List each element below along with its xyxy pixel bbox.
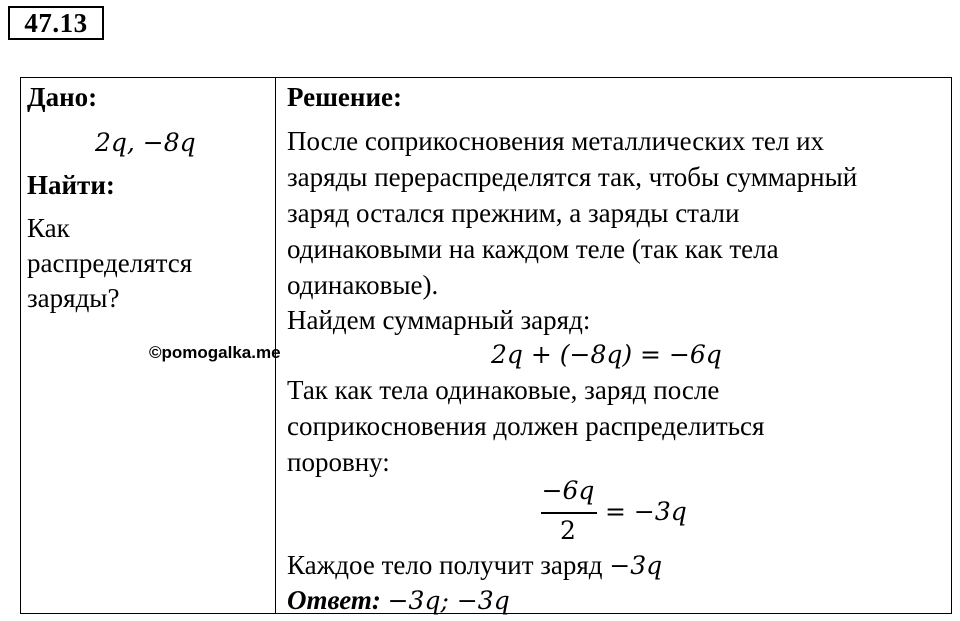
answer-label: Ответ: [287, 585, 381, 615]
solution-p2-line-3: поровну: [287, 447, 390, 477]
fraction-denominator: 2 [560, 516, 576, 545]
solution-p1-line-2: заряды перераспределятся так, чтобы суммарный [287, 162, 858, 192]
sum-intro: Найдем суммарный заряд: [287, 305, 591, 335]
conclusion [287, 550, 662, 581]
solution-p1-line-1: После соприкосновения металлических тел их [287, 126, 825, 156]
fraction-bar [541, 512, 597, 514]
find-line-2: распределятся [27, 248, 193, 278]
solution-p1-line-4: одинаковыми на каждом теле (так как тела [287, 234, 779, 264]
solution-p1-line-3: заряд остался прежним, а заряды стали [287, 198, 740, 228]
answer [287, 585, 510, 616]
problem-number: 47.13 [8, 6, 104, 40]
solution-p2-line-2: соприкосновения должен распределиться [287, 411, 765, 441]
conclusion-text: Каждое тело получит заряд [287, 550, 603, 580]
watermark: ©pomogalka.me [149, 343, 281, 362]
given-label: Дано: [27, 82, 98, 112]
solution-table [20, 77, 952, 614]
conclusion-value: −3q [609, 551, 663, 580]
solution-p1-line-5: одинаковые). [287, 270, 439, 300]
sum-formula: 2q + (−8q) = −6q [491, 340, 722, 369]
fraction-result: = −3q [605, 497, 687, 526]
find-line-3: заряды? [27, 283, 120, 313]
solution-label: Решение: [287, 82, 402, 112]
fraction-numerator: −6q [541, 476, 595, 505]
find-label: Найти: [27, 170, 115, 200]
find-line-1: Как [27, 213, 70, 243]
given-values: 2q, −8q [95, 128, 196, 157]
solution-p2-line-1: Так как тела одинаковые, заряд после [287, 375, 720, 405]
answer-value: −3q; −3q [387, 586, 510, 615]
